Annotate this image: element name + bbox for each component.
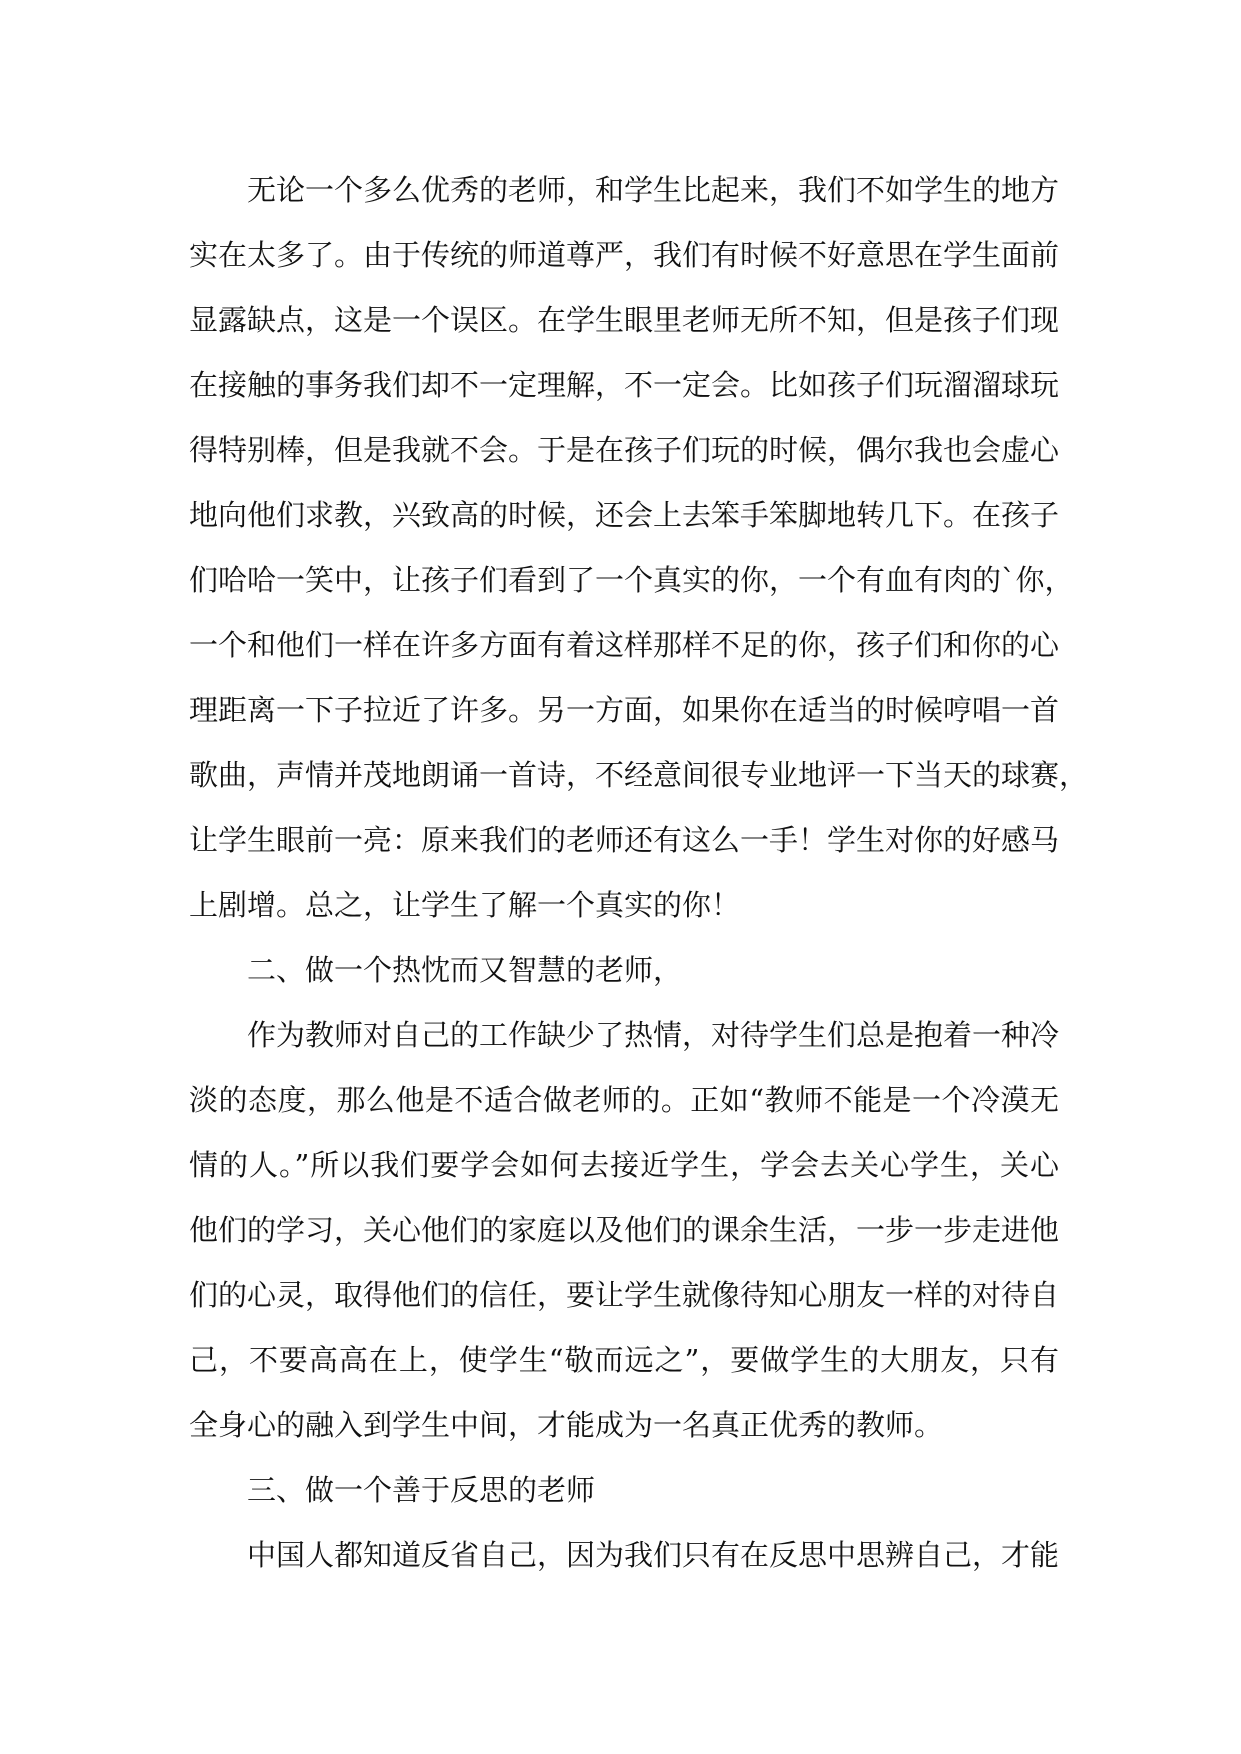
paragraph-1-line-2: 实在太多了。由于传统的师道尊严，我们有时候不好意思在学生面前 [189, 238, 1060, 272]
paragraph-2-line-4: 他们的学习，关心他们的家庭以及他们的课余生活，一步一步走进他 [189, 1213, 1060, 1247]
paragraph-1-line-9: 理距离一下子拉近了许多。另一方面，如果你在适当的时候哼唱一首 [189, 693, 1060, 727]
section-heading-2: 二、做一个热忱而又智慧的老师， [247, 953, 683, 987]
paragraph-3-line-1: 中国人都知道反省自己，因为我们只有在反思中思辨自己，才能 [247, 1538, 1060, 1572]
paragraph-1-line-7: 们哈哈一笑中，让孩子们看到了一个真实的你，一个有血有肉的`你， [189, 563, 1074, 597]
paragraph-2-line-5: 们的心灵，取得他们的信任，要让学生就像待知心朋友一样的对待自 [189, 1278, 1060, 1312]
paragraph-1-line-8: 一个和他们一样在许多方面有着这样那样不足的你，孩子们和你的心 [189, 628, 1060, 662]
paragraph-1-line-5: 得特别棒，但是我就不会。于是在孩子们玩的时候，偶尔我也会虚心 [189, 433, 1060, 467]
paragraph-2-line-6: 己，不要高高在上，使学生“敬而远之”，要做学生的大朋友，只有 [189, 1343, 1059, 1377]
paragraph-1-line-3: 显露缺点，这是一个误区。在学生眼里老师无所不知，但是孩子们现 [189, 303, 1060, 337]
section-heading-3: 三、做一个善于反思的老师 [247, 1473, 596, 1507]
paragraph-2-line-2: 淡的态度，那么他是不适合做老师的。正如“教师不能是一个冷漠无 [189, 1083, 1059, 1117]
paragraph-2-line-3: 情的人。”所以我们要学会如何去接近学生，学会去关心学生，关心 [189, 1148, 1059, 1182]
paragraph-2-line-1: 作为教师对自己的工作缺少了热情，对待学生们总是抱着一种冷 [247, 1018, 1060, 1052]
paragraph-1-line-11: 让学生眼前一亮：原来我们的老师还有这么一手！学生对你的好感马 [189, 823, 1060, 857]
paragraph-2-line-7: 全身心的融入到学生中间，才能成为一名真正优秀的教师。 [189, 1408, 944, 1442]
paragraph-1-line-12: 上剧增。总之，让学生了解一个真实的你！ [189, 888, 741, 922]
paragraph-1-line-6: 地向他们求教，兴致高的时候，还会上去笨手笨脚地转几下。在孩子 [189, 498, 1060, 532]
paragraph-1-line-1: 无论一个多么优秀的老师，和学生比起来，我们不如学生的地方 [247, 173, 1060, 207]
document-body [189, 158, 1089, 1588]
paragraph-1-line-4: 在接触的事务我们却不一定理解，不一定会。比如孩子们玩溜溜球玩 [189, 368, 1060, 402]
paragraph-1-line-10: 歌曲，声情并茂地朗诵一首诗，不经意间很专业地评一下当天的球赛， [189, 758, 1089, 792]
